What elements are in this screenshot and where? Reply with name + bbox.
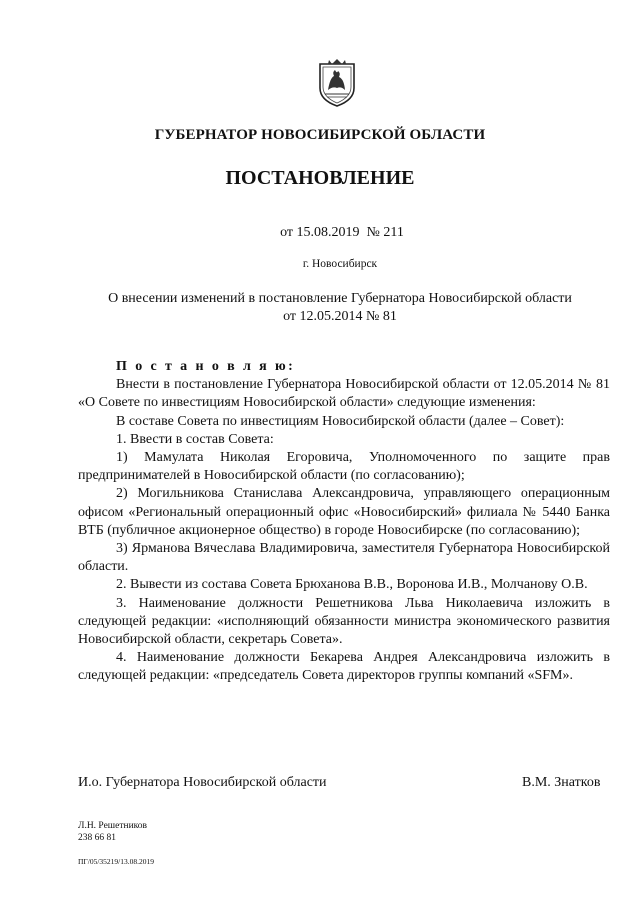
paragraph-intro: Внести в постановление Губернатора Новосибирской области от 12.05.2014 № 81 «О Совете по инвестициям Новосибирской области» следующие изменения:: [78, 377, 610, 411]
signatory-position: И.о. Губернатора Новосибирской области: [78, 775, 327, 790]
executor-block: [78, 821, 147, 844]
document-type: ПОСТАНОВЛЕНИЕ: [225, 167, 415, 189]
paragraph-composition: В составе Совета по инвестициям Новосибирской области (далее – Совет):: [116, 413, 565, 429]
paragraph-item-4: 4. Наименование должности Бекарева Андрея Александровича изложить в следующей редакции: «председатель Совета директоров группы компаний «SFM».: [78, 650, 610, 684]
subject-line-1: О внесении изменений в постановление Губернатора Новосибирской области: [108, 291, 572, 306]
document-id: ПГ/05/35219/13.08.2019: [78, 857, 155, 866]
paragraph-item-1-3: 3) Ярманова Вячеслава Владимировича, заместителя Губернатора Новосибирской области.: [78, 541, 610, 575]
city-line: г. Новосибирск: [302, 258, 378, 270]
document-body: [78, 358, 610, 686]
executor-name: Л.Н. Решетников: [78, 821, 148, 831]
paragraph-item-3: 3. Наименование должности Решетникова Льва Николаевича изложить в следующей редакции: «исполняющий обязанности министра экономического развития Новосибирской области, секретарь Совета».: [78, 595, 610, 648]
subject-line-2: от 12.05.2014 № 81: [283, 309, 397, 324]
paragraph-item-2: 2. Вывести из состава Совета Брюханова В.В., Воронова И.В., Молчанову О.В.: [116, 577, 588, 593]
paragraph-item-1-2: 2) Могильникова Станислава Александровича, управляющего операционным офисом «Региональный операционный офис «Новосибирский» филиала № 5440 Банка ВТБ (публичное акционерное общество) в городе Новосибирске (по согласованию);: [78, 486, 610, 538]
paragraph-item-1-1: 1) Мамулата Николая Егоровича, Уполномоченного по защите прав предпринимателей в Новосибирской области (по согласованию);: [78, 450, 610, 484]
executor-phone: 238 66 81: [78, 832, 116, 843]
signatory-name: В.М. Знатков: [522, 775, 601, 790]
resolve-word: П о с т а н о в л я ю:: [116, 359, 296, 374]
document-subject: [0, 290, 640, 326]
coat-of-arms-icon: [316, 58, 358, 108]
paragraph-item-1: 1. Ввести в состав Совета:: [116, 431, 274, 447]
issuing-authority: ГУБЕРНАТОР НОВОСИБИРСКОЙ ОБЛАСТИ: [154, 127, 486, 143]
date-number-line: от 15.08.2019 № 211: [280, 225, 404, 240]
